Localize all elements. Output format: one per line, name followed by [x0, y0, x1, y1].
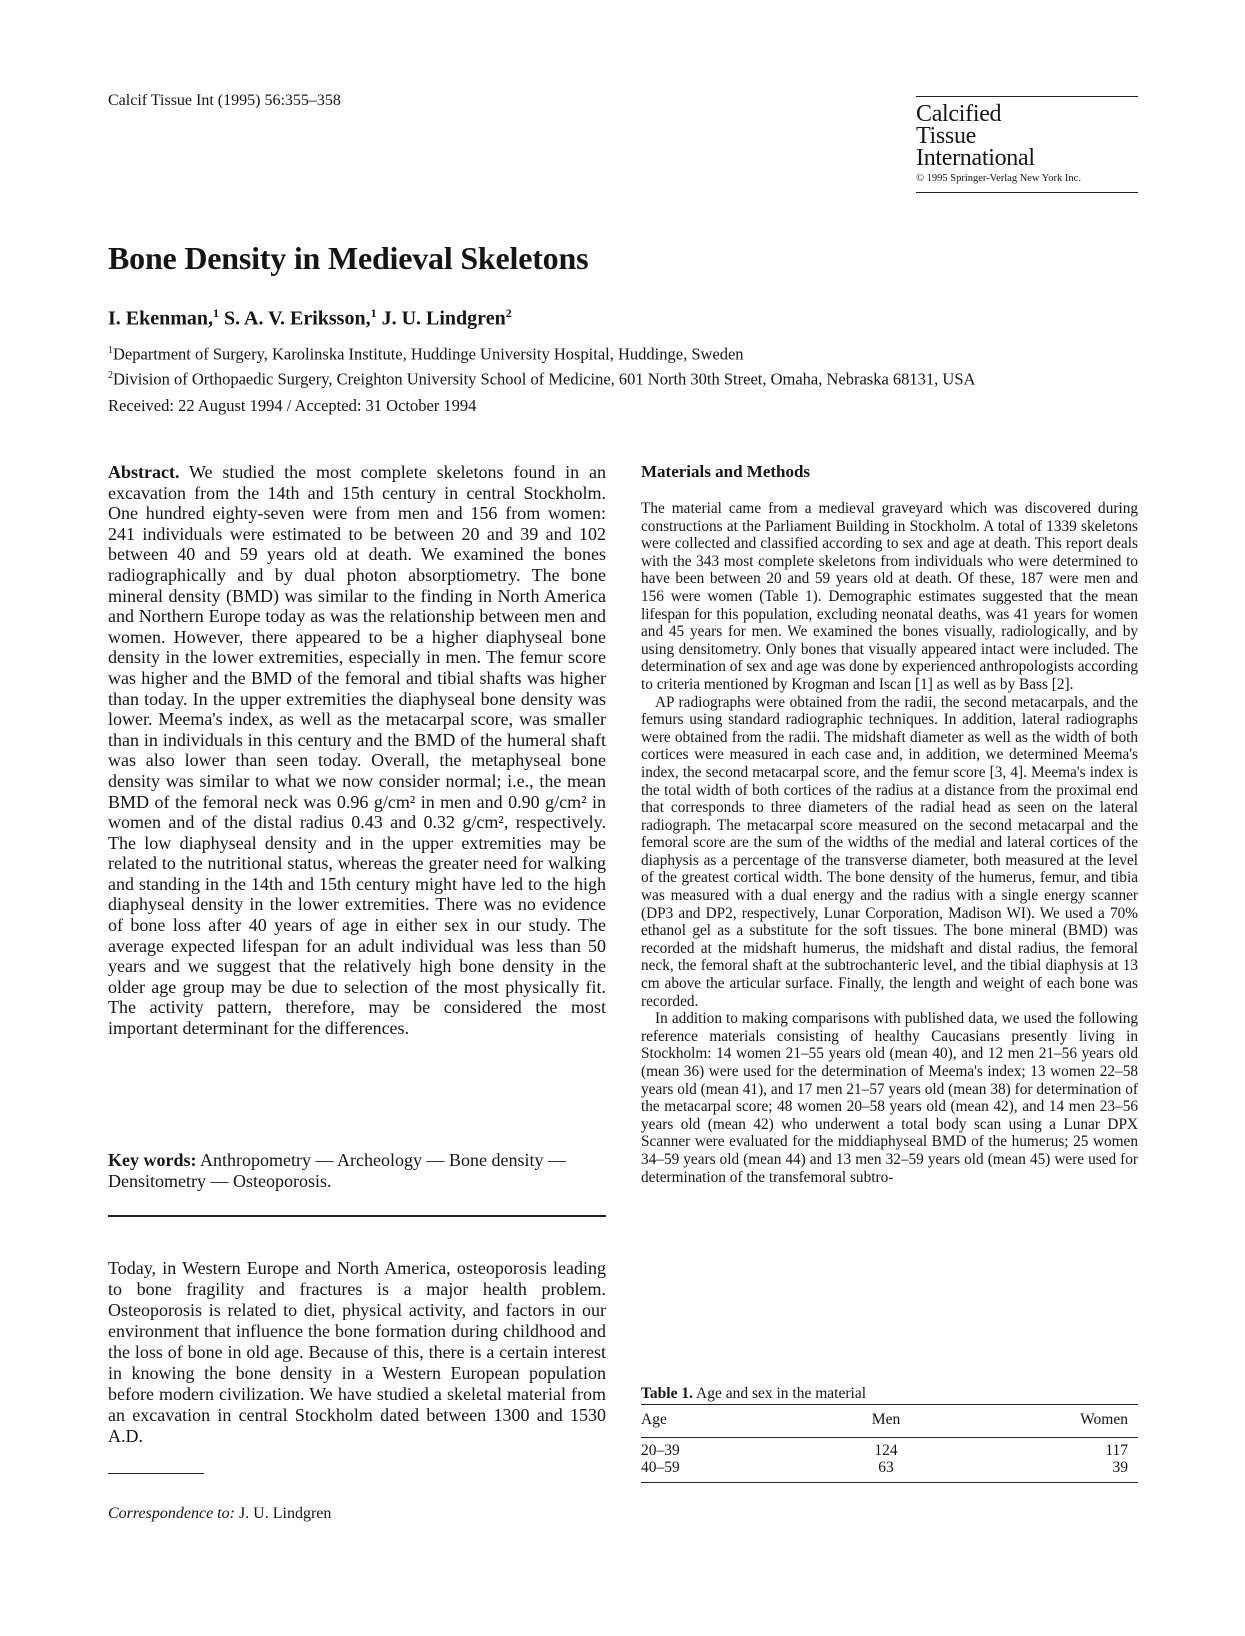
methods-section: [641, 500, 1138, 1186]
author-2-affil: 1: [370, 306, 377, 320]
footnote-divider: [108, 1473, 204, 1474]
methods-paragraph-1: The material came from a medieval graveyard which was discovered during constructions at the Parliament Building in Stockholm. A total of 1339 skeletons were collected and classified according to sex and age at death. This report deals with the 343 most complete skeletons from individuals who were determined to have been between 20 and 59 years old at death. Of these, 187 were men and 156 were women (Table 1). Demographic estimates suggested that the mean lifespan for this population, excluding neonatal deaths, was 41 years for women and 45 years for men. We examined the bones visually, radiologically, and by using densitometry. Only bones that visually appeared intact were included. The determination of sex and age was done by experienced anthropologists according to criteria mentioned by Krogman and Iscan [1] as well as by Bass [2].: [641, 500, 1138, 693]
correspondence-footnote: [108, 1505, 331, 1523]
table-caption-label: Table 1.: [641, 1385, 693, 1402]
table-body: [641, 1438, 1138, 1482]
affiliation-2: $^2$Division of Orthopaedic Surgery, Creighton University School of Medicine, 601 North 30th Street, Omaha, Nebraska 68131, USA: [108, 369, 976, 388]
keywords-text: Anthropometry — Archeology — Bone density — Densitometry — Osteoporosis.: [108, 1150, 566, 1191]
author-1: I. Ekenman,: [108, 307, 214, 330]
affiliations: [108, 340, 975, 389]
author-3: J. U. Lindgren: [376, 307, 506, 330]
keywords: [108, 1150, 606, 1192]
table-header-row: [641, 1405, 1138, 1437]
author-3-affil: 2: [505, 306, 512, 320]
logo-bottom-rule: [916, 192, 1138, 193]
journal-logo-block: [916, 96, 1138, 193]
logo-line-calcified: Calcified: [916, 101, 1002, 127]
table-cell-men: 63: [878, 1459, 894, 1476]
journal-reference: Calcif Tissue Int (1995) 56:355–358: [108, 92, 341, 109]
table-cell-age: 20–39: [641, 1442, 680, 1459]
copyright-notice: © 1995 Springer-Verlag New York Inc.: [916, 173, 1081, 184]
table-cell-men: 124: [874, 1442, 898, 1459]
footnote-label: Correspondence to:: [108, 1505, 235, 1522]
methods-heading: Materials and Methods: [641, 462, 811, 481]
author-list: [108, 306, 512, 331]
footnote-text: J. U. Lindgren: [234, 1505, 332, 1522]
table-1: [641, 1404, 1138, 1483]
table-row: [641, 1459, 1138, 1476]
table-cell-women: 39: [1112, 1459, 1128, 1476]
author-1-affil: 1: [213, 306, 220, 320]
table-header-women: Women: [1080, 1411, 1128, 1428]
table-header-men: Men: [871, 1411, 901, 1428]
table-cell-women: 117: [1105, 1442, 1128, 1459]
methods-paragraph-2: AP radiographs were obtained from the radii, the second metacarpals, and the femurs using standard radiographic techniques. In addition, lateral radiographs were obtained from the radii. The midshaft diameter as well as the width of both cortices were measured in each case and, in addition, we determined Meema's index, the second metacarpal score, and the femur score [3, 4]. Meema's index is the total width of both cortices of the radius at a distance from the proximal end that corresponds to three diameters of the radial head as seen on the lateral radiograph. The metacarpal score measured on the second metacarpal and the femoral score are the sum of the widths of the medial and lateral cortices of the diaphysis as a percentage of the transverse diameter, both measured at the level of the greatest cortical width. The bone density of the humerus, femur, and tibia was measured with a dual energy and the radius with a single energy scanner (DP3 and DP2, respectively, Lunar Corporation, Madison WI). We used a 70% ethanol gel as a substitute for the soft tissues. The bone mineral (BMD) was recorded at the midshaft humerus, the midshaft and distal radius, the femoral neck, the femoral shaft at the subtrochanteric level, and the tibial diaphysis at 13 cm above the articular surface. Finally, the length and weight of each bone was recorded.: [641, 693, 1138, 1010]
affiliation-1: $^1$Department of Surgery, Karolinska Institute, Huddinge University Hospital, Huddinge, Sweden: [108, 344, 744, 364]
table-cell-age: 40–59: [641, 1459, 680, 1476]
introduction-paragraph: Today, in Western Europe and North America, osteoporosis leading to bone fragility and fractures is a major health problem. Osteoporosis is related to diet, physical activity, and factors in our environment that influence the bone formation during childhood and the loss of bone in old age. Because of this, there is a certain interest in knowing the bone density in a Western European population before modern civilization. We have studied a skeletal material from an excavation in central Stockholm dated between 1300 and 1530 A.D.: [108, 1258, 606, 1446]
received-dates: Received: 22 August 1994 / Accepted: 31 October 1994: [108, 396, 477, 415]
table-header-age: Age: [641, 1411, 667, 1428]
abstract-text: We studied the most complete skeletons found in an excavation from the 14th and 15th century in central Stockholm. One hundred eighty-seven were from men and 156 from women: 241 individuals were estimated to be between 20 and 39 and 102 between 40 and 59 years old at death. We examined the bones radiographically and by dual photon absorptiometry. The bone mineral density (BMD) was similar to the finding in North America and Northern Europe today as was the relationship between men and women. However, there appeared to be a higher diaphyseal bone density in the lower extremities, especially in men. The femur score was higher and the BMD of the femoral and tibial shafts was higher than today. In the upper extremities the diaphyseal bone density was lower. Meema's index, as well as the metacarpal score, was smaller than in individuals in this century and the BMD of the humeral shaft was also lower than seen today. Overall, the metaphyseal bone density was similar to what we now consider normal; i.e., the mean BMD of the femoral neck was 0.96 g/cm² in men and 0.90 g/cm² in women and of the distal radius 0.43 and 0.32 g/cm², respectively. The low diaphyseal density and in the upper extremities may be related to the nutritional status, whereas the greater need for walking and standing in the 14th and 15th century might have led to the high diaphyseal density in the lower extremities. There was no evidence of bone loss after 40 years of age in either sex in our study. The average expected lifespan for an adult individual was less than 50 years and we suggest that the relatively high bone density in the older age group may be due to selection of the most physically fit. The activity pattern, therefore, may be considered the most important determinant for the differences.: [108, 462, 606, 1039]
paper-title: Bone Density in Medieval Skeletons: [108, 240, 589, 276]
table-caption-text: Age and sex in the material: [692, 1385, 867, 1402]
author-2: S. A. V. Eriksson,: [219, 307, 371, 330]
logo-line-international: International: [916, 145, 1035, 171]
abstract: [108, 462, 606, 1039]
table-row: [641, 1442, 1138, 1459]
section-divider: [108, 1215, 606, 1217]
logo-line-tissue: Tissue: [916, 123, 977, 149]
table-bottom-rule: [641, 1482, 1138, 1483]
table-caption: [641, 1385, 866, 1403]
journal-logo: [916, 97, 1138, 173]
methods-paragraph-3: In addition to making comparisons with published data, we used the following reference materials consisting of healthy Caucasians presently living in Stockholm: 14 women 21–55 years old (mean 40), and 12 men 21–56 years old (mean 36) were used for the determination of Meema's index; 13 women 22–58 years old (mean 41), and 17 men 21–57 years old (mean 38) for determination of the metacarpal score; 48 women 20–58 years old (mean 42), and 14 men 23–56 years old (mean 42) who underwent a total body scan using a Lunar DPX Scanner were evaluated for the middiaphyseal BMD of the humerus; 25 women 34–59 years old (mean 44) and 13 men 32–59 years old (mean 45) were used for determination of the transfemoral subtro-: [641, 1010, 1138, 1186]
keywords-label: Key words:: [108, 1150, 197, 1170]
abstract-label: Abstract.: [108, 462, 180, 482]
